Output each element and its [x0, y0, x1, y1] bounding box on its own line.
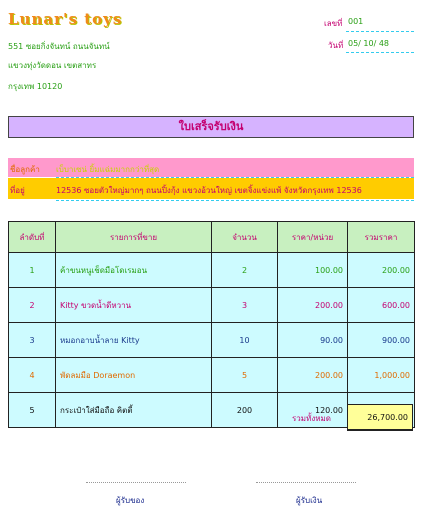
doc-date-label: วันที่	[328, 41, 344, 50]
row-qty: 200	[212, 393, 278, 428]
row-no: 5	[9, 393, 56, 428]
row-item: ค้าขนหนูเช็ดมือโดเรมอน	[56, 253, 212, 288]
table-row	[9, 323, 415, 358]
shop-address-line3: กรุงเทพ 10120	[8, 82, 63, 91]
customer-address-row	[8, 178, 414, 199]
row-qty: 2	[212, 253, 278, 288]
grand-total-value: 26,700.00	[347, 404, 413, 431]
customer-address-label: ที่อยู่	[10, 186, 25, 195]
payer-signature-line	[86, 482, 186, 483]
row-qty: 5	[212, 358, 278, 393]
row-unit-price: 200.00	[278, 358, 348, 393]
row-unit-price: 120.00	[278, 393, 348, 428]
shop-logo-title: Lunar's toys	[8, 10, 123, 28]
doc-date: 05/ 10/ 48	[348, 39, 390, 48]
table-row	[9, 358, 415, 393]
row-item: หมอกอาบน้ำลาย Kitty	[56, 323, 212, 358]
row-item: พัดลมมือ Doraemon	[56, 358, 212, 393]
row-unit-price: 200.00	[278, 288, 348, 323]
table-row	[9, 253, 415, 288]
table-header-row	[9, 222, 415, 253]
payer-signature-label: ผู้รับของ	[116, 496, 145, 505]
col-header-no: ลำดับที่	[9, 222, 56, 253]
col-header-unit-price: ราคา/หน่วย	[278, 222, 348, 253]
row-qty: 10	[212, 323, 278, 358]
shop-address-line2: แขวงทุ่งวัดดอน เขตสาทร	[8, 61, 97, 70]
doc-number: 001	[348, 17, 364, 26]
grand-total-label: รวมทั้งหมด	[292, 414, 331, 423]
row-qty: 3	[212, 288, 278, 323]
row-total: 600.00	[348, 288, 415, 323]
customer-name-row	[8, 158, 414, 177]
col-header-item: รายการที่ขาย	[56, 222, 212, 253]
customer-address: 12536 ซอยตัวใหญ่มากๆ ถนนปิ้งกุ้ง แขวงอ้วนใหญ่ เขตจิ้งแข่งแพ้ จังหวัดกรุงเทพ 12536	[56, 186, 362, 195]
shop-address-line1: 551 ซอยกิ่งจันทน์ ถนนจันทน์	[8, 42, 110, 51]
row-item: Kitty ขวดน้ำดีหวาน	[56, 288, 212, 323]
row-total: 900.00	[348, 323, 415, 358]
row-total: 1,000.00	[348, 358, 415, 393]
row-no: 1	[9, 253, 56, 288]
receiver-signature-label: ผู้รับเงิน	[296, 496, 323, 505]
customer-name-label: ชื่อลูกค้า	[10, 165, 40, 174]
row-item: กระเป๋าใส่มือถือ คิตตี้	[56, 393, 212, 428]
col-header-total: รวมราคา	[348, 222, 415, 253]
row-total: 200.00	[348, 253, 415, 288]
row-no: 2	[9, 288, 56, 323]
receipt-title: ใบเสร็จรับเงิน	[178, 120, 244, 133]
row-unit-price: 90.00	[278, 323, 348, 358]
col-header-qty: จำนวน	[212, 222, 278, 253]
receipt-title-band	[8, 116, 414, 138]
doc-number-label: เลขที่	[324, 19, 343, 28]
row-unit-price: 100.00	[278, 253, 348, 288]
row-no: 4	[9, 358, 56, 393]
customer-name: เบ็บาเซน่ ยิ้มแฉ่มมากกว่าที่สุด	[56, 165, 160, 174]
table-row	[9, 288, 415, 323]
receiver-signature-line	[256, 482, 356, 483]
items-table	[8, 221, 415, 428]
row-no: 3	[9, 323, 56, 358]
